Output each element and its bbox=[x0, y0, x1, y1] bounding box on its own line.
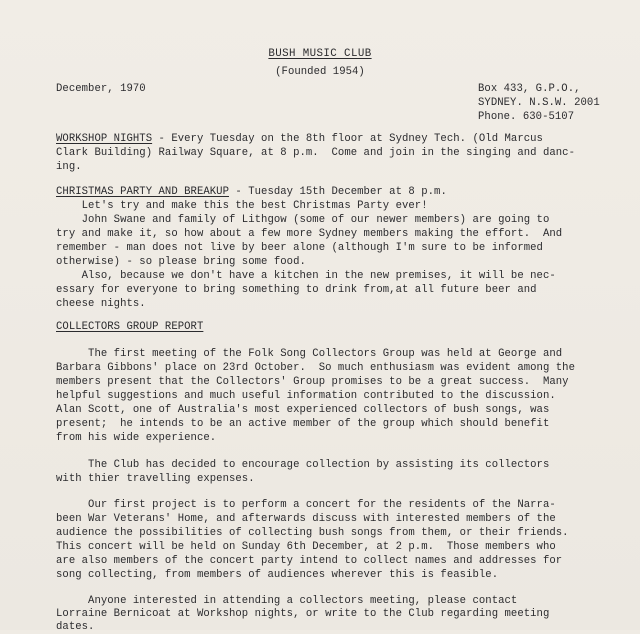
workshop-line-2: Clark Building) Railway Square, at 8 p.m. Come and join in the singing and danc- bbox=[56, 147, 575, 159]
letter-date: December, 1970 bbox=[56, 83, 146, 95]
christmas-line: John Swane and family of Lithgow (some of our newer members) are going to bbox=[56, 214, 550, 226]
workshop-line-3: ing. bbox=[56, 161, 82, 173]
christmas-line: otherwise) - so please bring some food. bbox=[56, 256, 306, 268]
collectors-para3-line: song collecting, from members of audiences wherever this is feasible. bbox=[56, 569, 499, 581]
collectors-para3-line: This concert will be held on Sunday 6th December, at 2 p.m. Those members who bbox=[56, 541, 556, 553]
christmas-section bbox=[56, 185, 447, 199]
workshop-section bbox=[56, 132, 543, 146]
christmas-line: cheese nights. bbox=[56, 298, 146, 310]
address-line-1: Box 433, G.P.O., bbox=[478, 83, 581, 95]
collectors-para4-line: Lorraine Bernicoat at Workshop nights, or write to the Club regarding meeting bbox=[56, 608, 550, 620]
collectors-para3-line: been War Veterans' Home, and afterwards discuss with interested members of the bbox=[56, 513, 556, 525]
address-line-2: SYDNEY. N.S.W. 2001 bbox=[478, 97, 600, 109]
founded-line: (Founded 1954) bbox=[275, 66, 365, 78]
collectors-para4-line: Anyone interested in attending a collectors meeting, please contact bbox=[56, 595, 518, 607]
collectors-para1-line: present; he intends to be an active member of the group which should benefit bbox=[56, 418, 550, 430]
collectors-para1-line: helpful suggestions and much useful information contributed to the discussion. bbox=[56, 390, 556, 402]
christmas-line: Also, because we don't have a kitchen in the new premises, it will be nec- bbox=[56, 270, 556, 282]
club-title: BUSH MUSIC CLUB bbox=[268, 48, 372, 60]
workshop-heading: WORKSHOP NIGHTS bbox=[56, 133, 153, 145]
collectors-para1-line: members present that the Collectors' Group promises to be a great success. Many bbox=[56, 376, 569, 388]
christmas-line: try and make it, so how about a few more Sydney members making the effort. And bbox=[56, 228, 563, 240]
collectors-para4-line: dates. bbox=[56, 621, 95, 633]
christmas-heading: CHRISTMAS PARTY AND BREAKUP bbox=[56, 186, 229, 198]
collectors-para3-line: Our first project is to perform a concert for the residents of the Narra- bbox=[56, 499, 556, 511]
collectors-para1-line: Barbara Gibbons' place on 23rd October. So much enthusiasm was evident among the bbox=[56, 362, 575, 374]
christmas-line: essary for everyone to bring something to drink from,at all future beer and bbox=[56, 284, 537, 296]
christmas-line: remember - man does not live by beer alone (although I'm sure to be informed bbox=[56, 242, 543, 254]
collectors-para1-line: The first meeting of the Folk Song Collectors Group was held at George and bbox=[56, 348, 563, 360]
collectors-heading: COLLECTORS GROUP REPORT bbox=[56, 321, 204, 333]
christmas-heading-rest: - Tuesday 15th December at 8 p.m. bbox=[229, 186, 447, 198]
collectors-para1-line: from his wide experience. bbox=[56, 432, 217, 444]
address-line-3: Phone. 630-5107 bbox=[478, 111, 575, 123]
christmas-line: Let's try and make this the best Christmas Party ever! bbox=[56, 200, 428, 212]
collectors-para3-line: audience the possibilities of collecting bush songs from them, or their friends. bbox=[56, 527, 569, 539]
collectors-para2-line: The Club has decided to encourage collection by assisting its collectors bbox=[56, 459, 550, 471]
collectors-para1-line: Alan Scott, one of Australia's most experienced collectors of bush songs, was bbox=[56, 404, 550, 416]
collectors-para2-line: with thier travelling expenses. bbox=[56, 473, 255, 485]
collectors-para3-line: are also members of the concert party intend to collect names and addresses for bbox=[56, 555, 563, 567]
workshop-heading-rest: - Every Tuesday on the 8th floor at Sydney Tech. (Old Marcus bbox=[152, 133, 543, 145]
